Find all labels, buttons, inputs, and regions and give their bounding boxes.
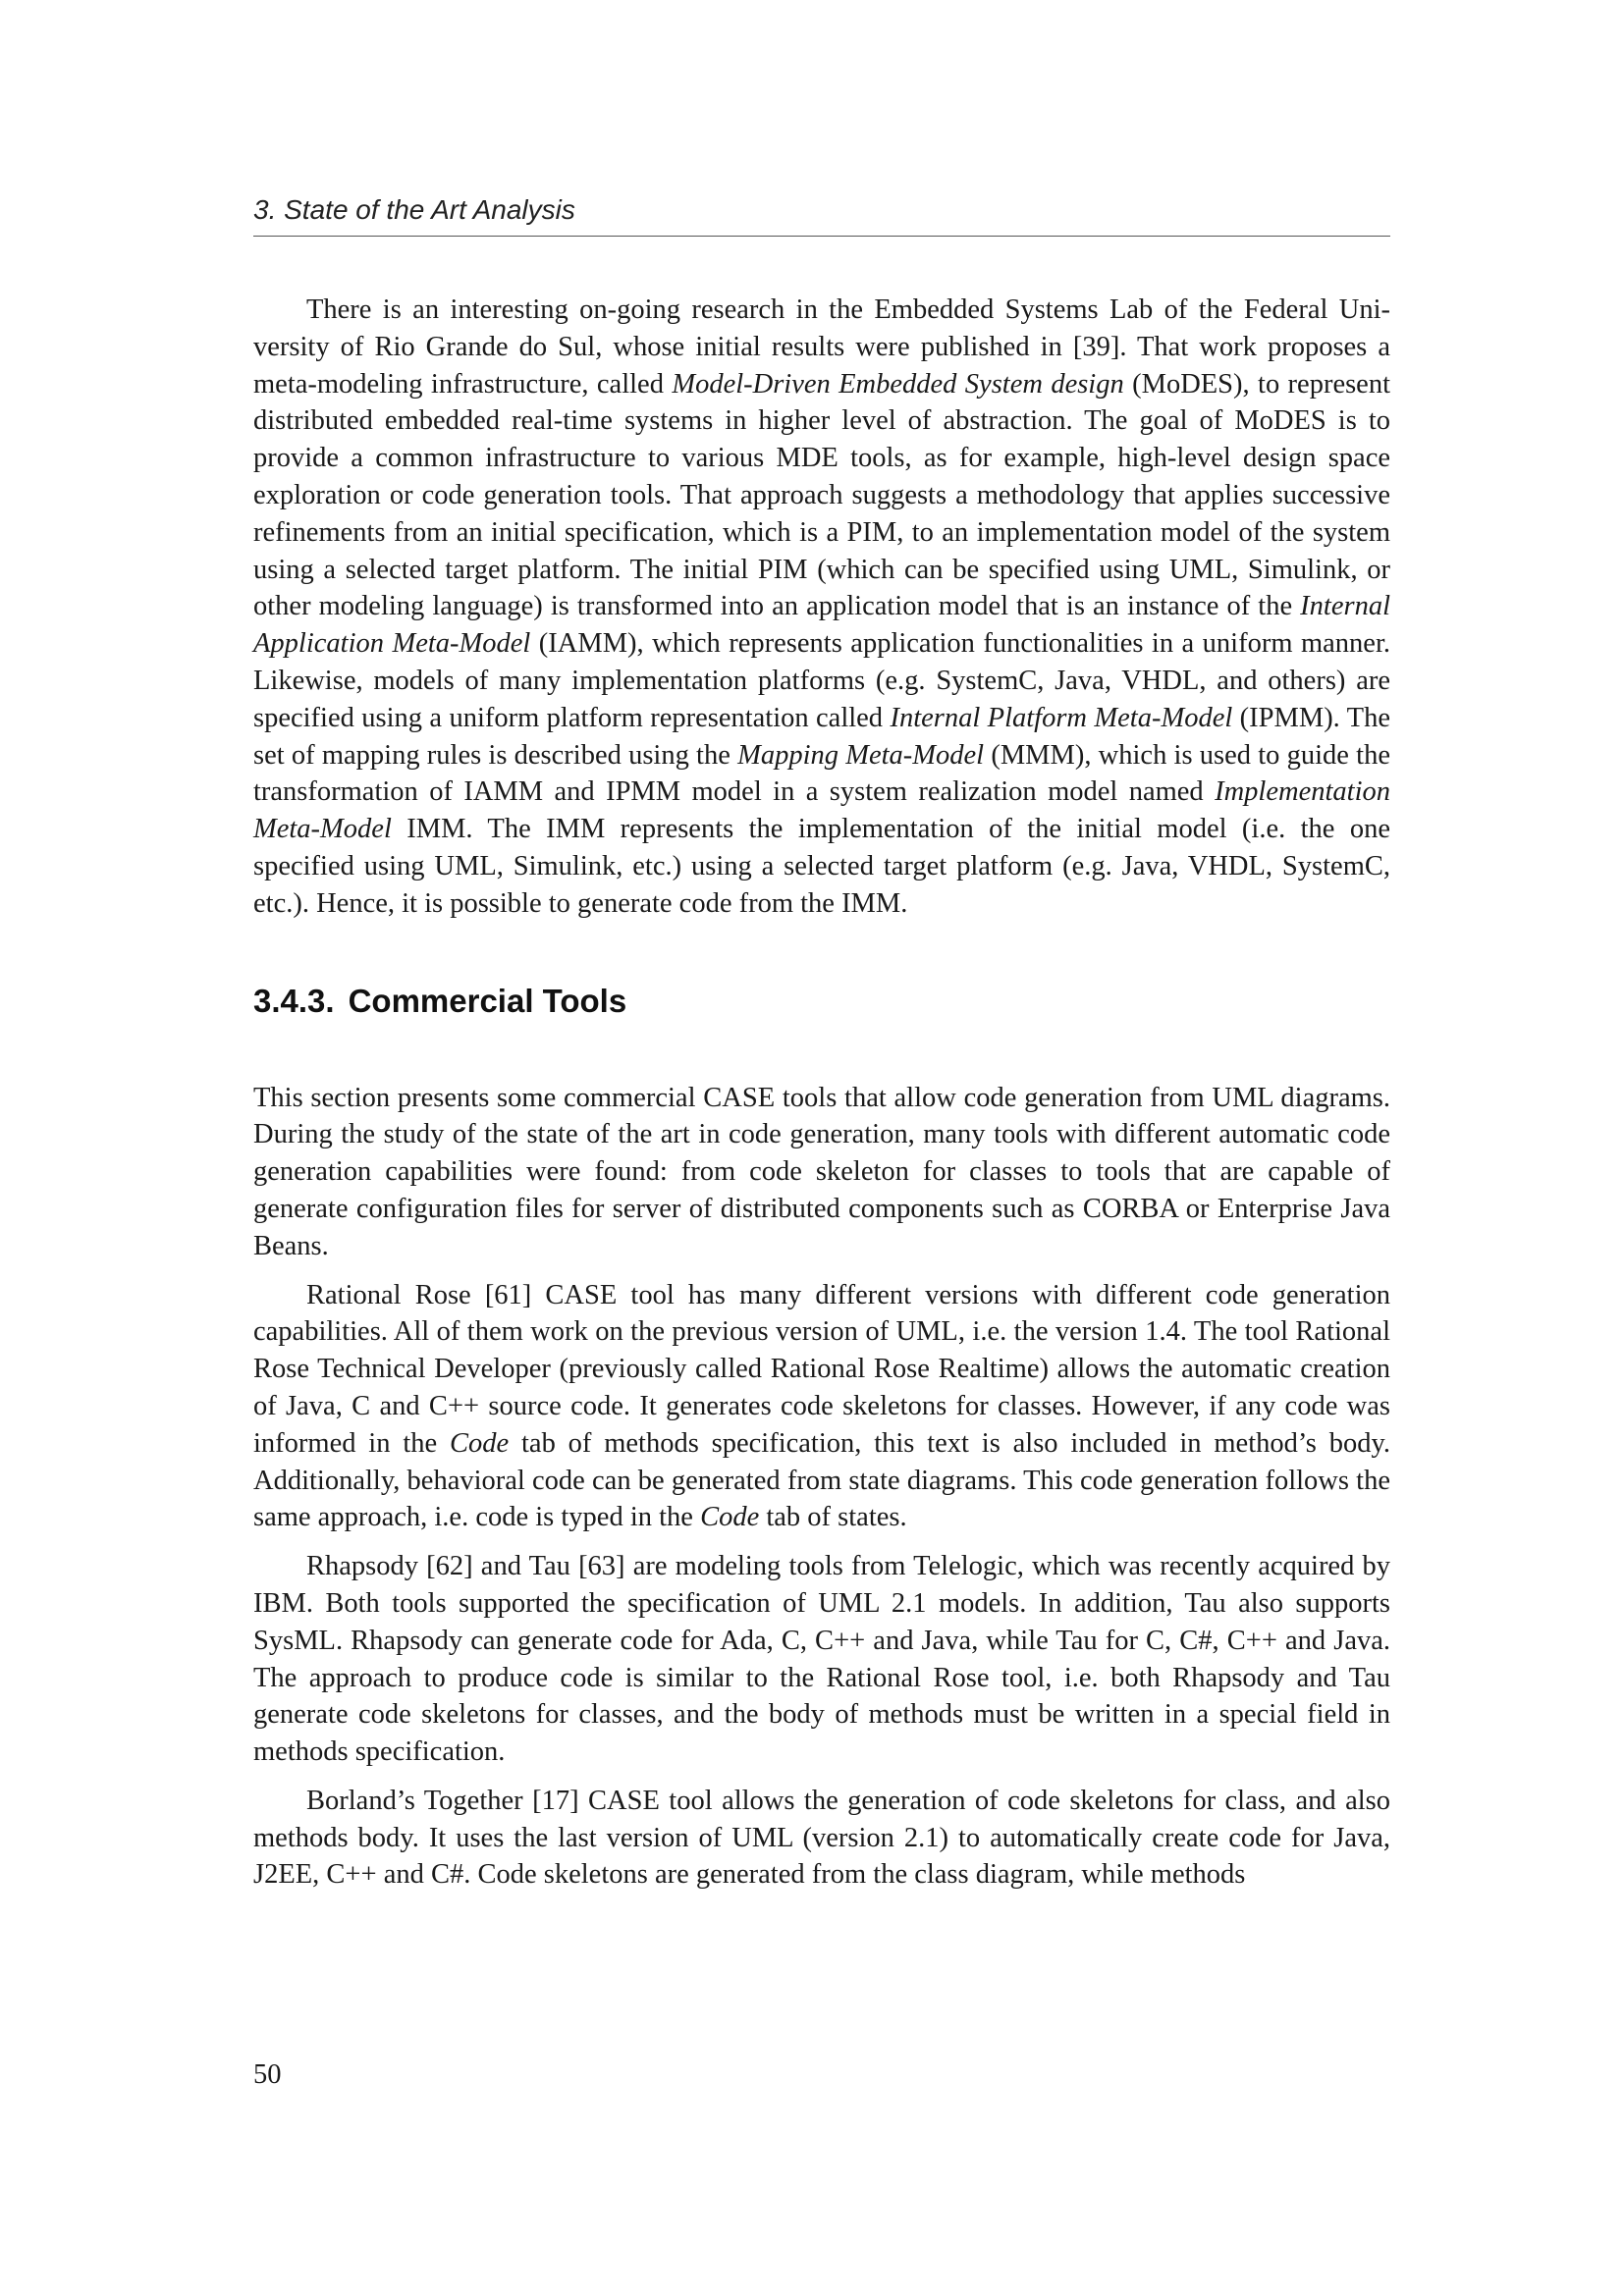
- term-mmm: Mapping Meta-Model: [737, 739, 985, 771]
- section-title: Commercial Tools: [348, 982, 627, 1019]
- term-ipmm: Internal Platform Meta-Model: [890, 702, 1233, 733]
- paragraph-text: Rational Rose [61] CASE tool has many different versions with different code generation capabilities. All of them work on the previous version of UML, i.e. the version 1.4. The tool Rational Rose Technical Developer (previously called Rational Rose Realtime) allows the automatic creation of Java, C and C++ source code. It generates code skeletons for classes. However, if any code was informed in the: [253, 1279, 1390, 1459]
- paragraph-text: There is an interesting on-going research in the Embedded Systems Lab of the Federal University of Rio Grande do Sul, whose initial results were published in [39]. That work proposes a meta-modeling infrastructure, called: [253, 294, 1390, 400]
- section-number: 3.4.3.: [253, 982, 335, 1019]
- body-text: [253, 292, 1390, 1894]
- paragraph-text: (IPMM). The set of mapping rules is described using the: [253, 702, 1390, 771]
- paragraph-text: (MoDES), to represent distributed embedded real-time systems in higher level of abstraction. The goal of MoDES is to provide a common infrastructure to various MDE tools, as for example, high-level design space exploration or code generation tools. That approach suggests a methodology that applies successive refinements from an initial specification, which is a PIM, to an implementation model of the system using a selected target platform. The initial PIM (which can be specified using UML, Simulink, or other modeling language) is transformed into an application model that is an instance of the: [253, 368, 1391, 622]
- paragraph-together: Borland’s Together [17] CASE tool allows the generation of code skeletons for class, and also methods body. It uses the last version of UML (version 2.1) to automatically create code for Java, J2EE, C++ and C#. Code skeletons are generated from the class diagram, while methods: [253, 1785, 1390, 1891]
- paragraph-text: (IAMM), which represents application functionalities in a uniform manner. Likewise, models of many implementation platforms (e.g. SystemC, Java, VHDL, and others) are specified using a uniform platform representation called: [253, 628, 1390, 733]
- term-imm: Implementation Meta-Model: [253, 776, 1390, 845]
- paragraph-text: (MMM), which is used to guide the transformation of IAMM and IPMM model in a system realization model named: [253, 739, 1390, 808]
- paragraph-rational-rose: [253, 1277, 1390, 1537]
- paragraph-modes: [253, 292, 1390, 923]
- term-modes: Model-Driven Embedded System design: [672, 368, 1124, 400]
- section-heading: [253, 982, 1390, 1021]
- paragraph-text: tab of methods specification, this text is also included in method’s body. Additionally, behavioral code can be generated from state diagrams. This code generation follows the same approach, i.e. code is typed in the: [253, 1427, 1390, 1533]
- paragraph-rhapsody-tau: Rhapsody [62] and Tau [63] are modeling tools from Telelogic, which was recently acquired by IBM. Both tools supported the specification of UML 2.1 models. In addition, Tau also supports SysML. Rhapsody can generate code for Ada, C, C++ and Java, while Tau for C, C#, C++ and Java. The approach to produce code is similar to the Rational Rose tool, i.e. both Rhapsody and Tau generate code skeletons for classes, and the body of methods must be written in a special field in methods specification.: [253, 1551, 1390, 1768]
- running-header: 3. State of the Art Analysis: [253, 192, 1390, 237]
- paragraph-text: IMM. The IMM represents the implementation of the initial model (i.e. the one specified using UML, Simulink, etc.) using a selected target platform (e.g. Java, VHDL, SystemC, etc.). Hence, it is possible to generate code from the IMM.: [253, 814, 1390, 919]
- paragraph-text: tab of states.: [759, 1502, 907, 1533]
- term-iamm: Internal Application Meta-Model: [253, 591, 1390, 660]
- term-code-tab: Code: [700, 1502, 760, 1533]
- page-number: 50: [253, 2059, 282, 2090]
- page: [253, 192, 1390, 1894]
- term-code-tab: Code: [449, 1427, 510, 1459]
- paragraph-commercial-intro: This section presents some commercial CASE tools that allow code generation from UML diagrams. During the study of the state of the art in code generation, many tools with different automatic code generation capabilities were found: from code skeleton for classes to tools that are capable of generate configuration files for server of distributed components such as CORBA or Enterprise Java Beans.: [253, 1082, 1390, 1261]
